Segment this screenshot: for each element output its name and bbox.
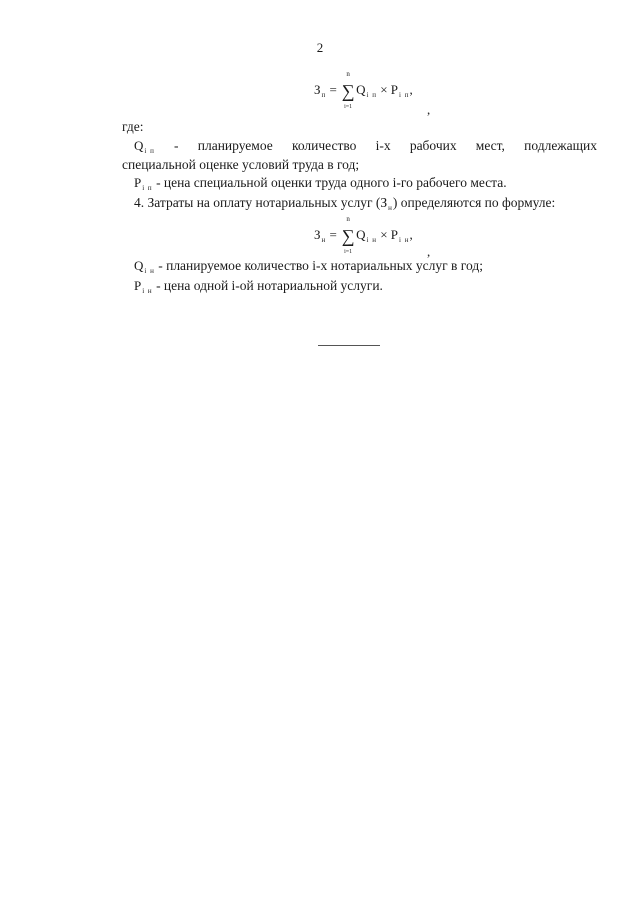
formula-tail: , — [409, 227, 413, 242]
definition-symbol: $P_{i н}$ — [134, 278, 153, 295]
formula-equals: = — [329, 227, 337, 242]
formula-q: Q — [356, 227, 366, 242]
definition-p-assessment: $P_{i п}$ - цена специальной оценки труда одного i-го рабочего места. — [134, 175, 507, 192]
formula-p: P — [390, 227, 399, 242]
formula-tail: , — [409, 82, 413, 97]
sum-sigma-icon — [341, 70, 355, 110]
definition-q-assessment — [122, 139, 597, 153]
formula-equals: = — [329, 82, 337, 97]
definition-symbol: $Q_{i п}$ — [134, 138, 155, 155]
sigma-glyph: ∑ — [341, 226, 355, 246]
definition-line-1: $Q_{i п}$ - планируемое количество i-х рабочих мест, подлежащих — [122, 139, 597, 153]
definition-line-2: специальной оценке условий труда в год; — [122, 157, 360, 172]
formula-q-sub: i п — [366, 91, 377, 99]
formula-p-sub: i п — [399, 91, 410, 99]
where-label: где: — [122, 119, 144, 134]
sigma-lower-limit: i=1 — [344, 104, 353, 110]
definition-symbol: $P_{i п}$ — [134, 175, 153, 192]
formula-trailing-comma: , — [427, 244, 431, 259]
formula-lhs-sub: п — [321, 91, 327, 99]
formula-times: × — [380, 82, 388, 97]
formula-times: × — [380, 227, 388, 242]
formula-q: Q — [356, 82, 366, 97]
item-4-notary-costs: 4. Затраты на оплату нотариальных услуг $(З_н)$ определяются по формуле: — [134, 195, 556, 212]
formula-notary — [314, 215, 413, 255]
definition-symbol: $Q_{i н}$ — [134, 258, 155, 275]
page-number: 2 — [316, 40, 324, 55]
formula-lhs-sub: н — [321, 236, 327, 244]
sigma-upper-limit: n — [346, 70, 350, 78]
formula-lhs: З — [314, 227, 321, 242]
sigma-upper-limit: n — [346, 215, 350, 223]
formula-p: P — [390, 82, 399, 97]
definition-q-notary: $Q_{i н}$ - планируемое количество i-х нотариальных услуг в год; — [134, 258, 483, 275]
definition-p-notary: $P_{i н}$ - цена одной i-ой нотариальной услуги. — [134, 278, 383, 295]
formula-special-assessment — [314, 70, 413, 110]
end-divider — [318, 345, 380, 346]
sum-sigma-icon — [341, 215, 355, 255]
sigma-glyph: ∑ — [341, 81, 355, 101]
formula-p-sub: i н — [399, 236, 410, 244]
formula-lhs: З — [314, 82, 321, 97]
formula-q-sub: i н — [366, 236, 377, 244]
formula-trailing-comma: , — [427, 102, 431, 117]
sigma-lower-limit: i=1 — [344, 249, 353, 255]
